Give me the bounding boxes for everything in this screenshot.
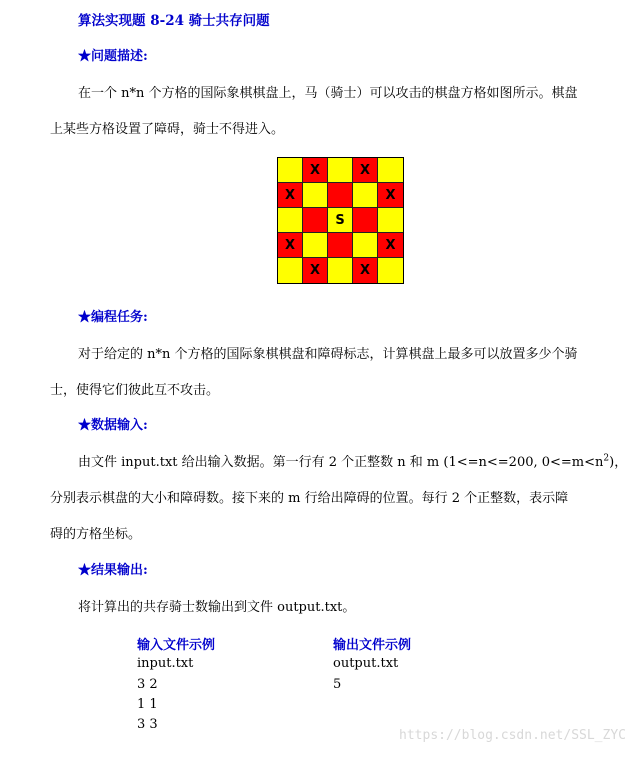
board-cell (278, 208, 303, 233)
input-text-line3: 碍的方格坐标。 (50, 527, 142, 542)
section-heading-problem: ★问题描述: (78, 49, 148, 64)
attack-mark: X (359, 162, 371, 178)
sample-input-line3: 3 3 (137, 717, 158, 732)
board-cell (378, 158, 403, 183)
board-cell (303, 208, 328, 233)
attacked-cell (378, 233, 403, 258)
attack-mark: X (385, 237, 396, 253)
board-cell (353, 183, 378, 208)
attacked-cell (278, 183, 303, 208)
knight-board-diagram (277, 157, 404, 284)
input-text-line2: 分别表示棋盘的大小和障碍数。接下来的 m 行给出障碍的位置。每行 2 个正整数，表示障 (50, 491, 569, 506)
sample-input-filename: input.txt (137, 656, 194, 671)
attacked-cell (353, 158, 378, 183)
knight-mark: S (335, 212, 345, 228)
board-cell (278, 258, 303, 283)
board-cell (353, 208, 378, 233)
sample-output-line1: 5 (333, 677, 342, 692)
problem-text-line2: 上某些方格设置了障碍，骑士不得进入。 (50, 122, 285, 137)
board-cell (378, 258, 403, 283)
attack-mark: X (385, 187, 396, 203)
board-cell (328, 233, 353, 258)
board-cell (328, 158, 353, 183)
section-heading-output: ★结果输出: (78, 563, 148, 578)
section-heading-task: ★编程任务: (78, 310, 148, 325)
attack-mark: X (309, 162, 321, 178)
watermark: https://blog.csdn.net/SSL_ZYC (399, 728, 626, 743)
superscript-two: 2 (603, 453, 610, 464)
output-text-line1: 将计算出的共存骑士数输出到文件 output.txt。 (78, 600, 356, 615)
sample-input-line2: 1 1 (137, 697, 158, 712)
sample-output-heading: 输出文件示例 (333, 638, 412, 653)
sample-output-filename: output.txt (333, 656, 399, 671)
board-cell (303, 233, 328, 258)
sample-input-line1: 3 2 (137, 677, 158, 692)
attacked-cell (378, 183, 403, 208)
task-text-line2: 士，使得它们彼此互不攻击。 (50, 383, 220, 398)
section-heading-input: ★数据输入: (78, 418, 148, 433)
attacked-cell (303, 258, 328, 283)
board-cell (353, 233, 378, 258)
board-cell (328, 183, 353, 208)
attack-mark: X (284, 187, 296, 203)
problem-text-line1: 在一个 n*n 个方格的国际象棋棋盘上，马（骑士）可以攻击的棋盘方格如图所示。棋盘 (78, 86, 578, 101)
sample-input-heading: 输入文件示例 (137, 638, 216, 653)
attacked-cell (353, 258, 378, 283)
board-cell (328, 258, 353, 283)
attacked-cell (278, 233, 303, 258)
board-cell (278, 158, 303, 183)
attack-mark: X (284, 237, 296, 253)
attack-mark: X (359, 263, 371, 278)
attack-mark: X (309, 263, 321, 278)
board-cell (303, 183, 328, 208)
knight-start-cell (328, 208, 353, 233)
input-text-line1: 由文件 input.txt 给出输入数据。第一行有 2 个正整数 n 和 m (1<=n<=200, $0<=m<n^2$)， (78, 453, 628, 470)
task-text-line1: 对于给定的 n*n 个方格的国际象棋棋盘和障碍标志，计算棋盘上最多可以放置多少个骑 (78, 347, 578, 362)
board-cell (378, 208, 403, 233)
attacked-cell (303, 158, 328, 183)
page-title: 算法实现题 8-24 骑士共存问题 (78, 13, 270, 29)
